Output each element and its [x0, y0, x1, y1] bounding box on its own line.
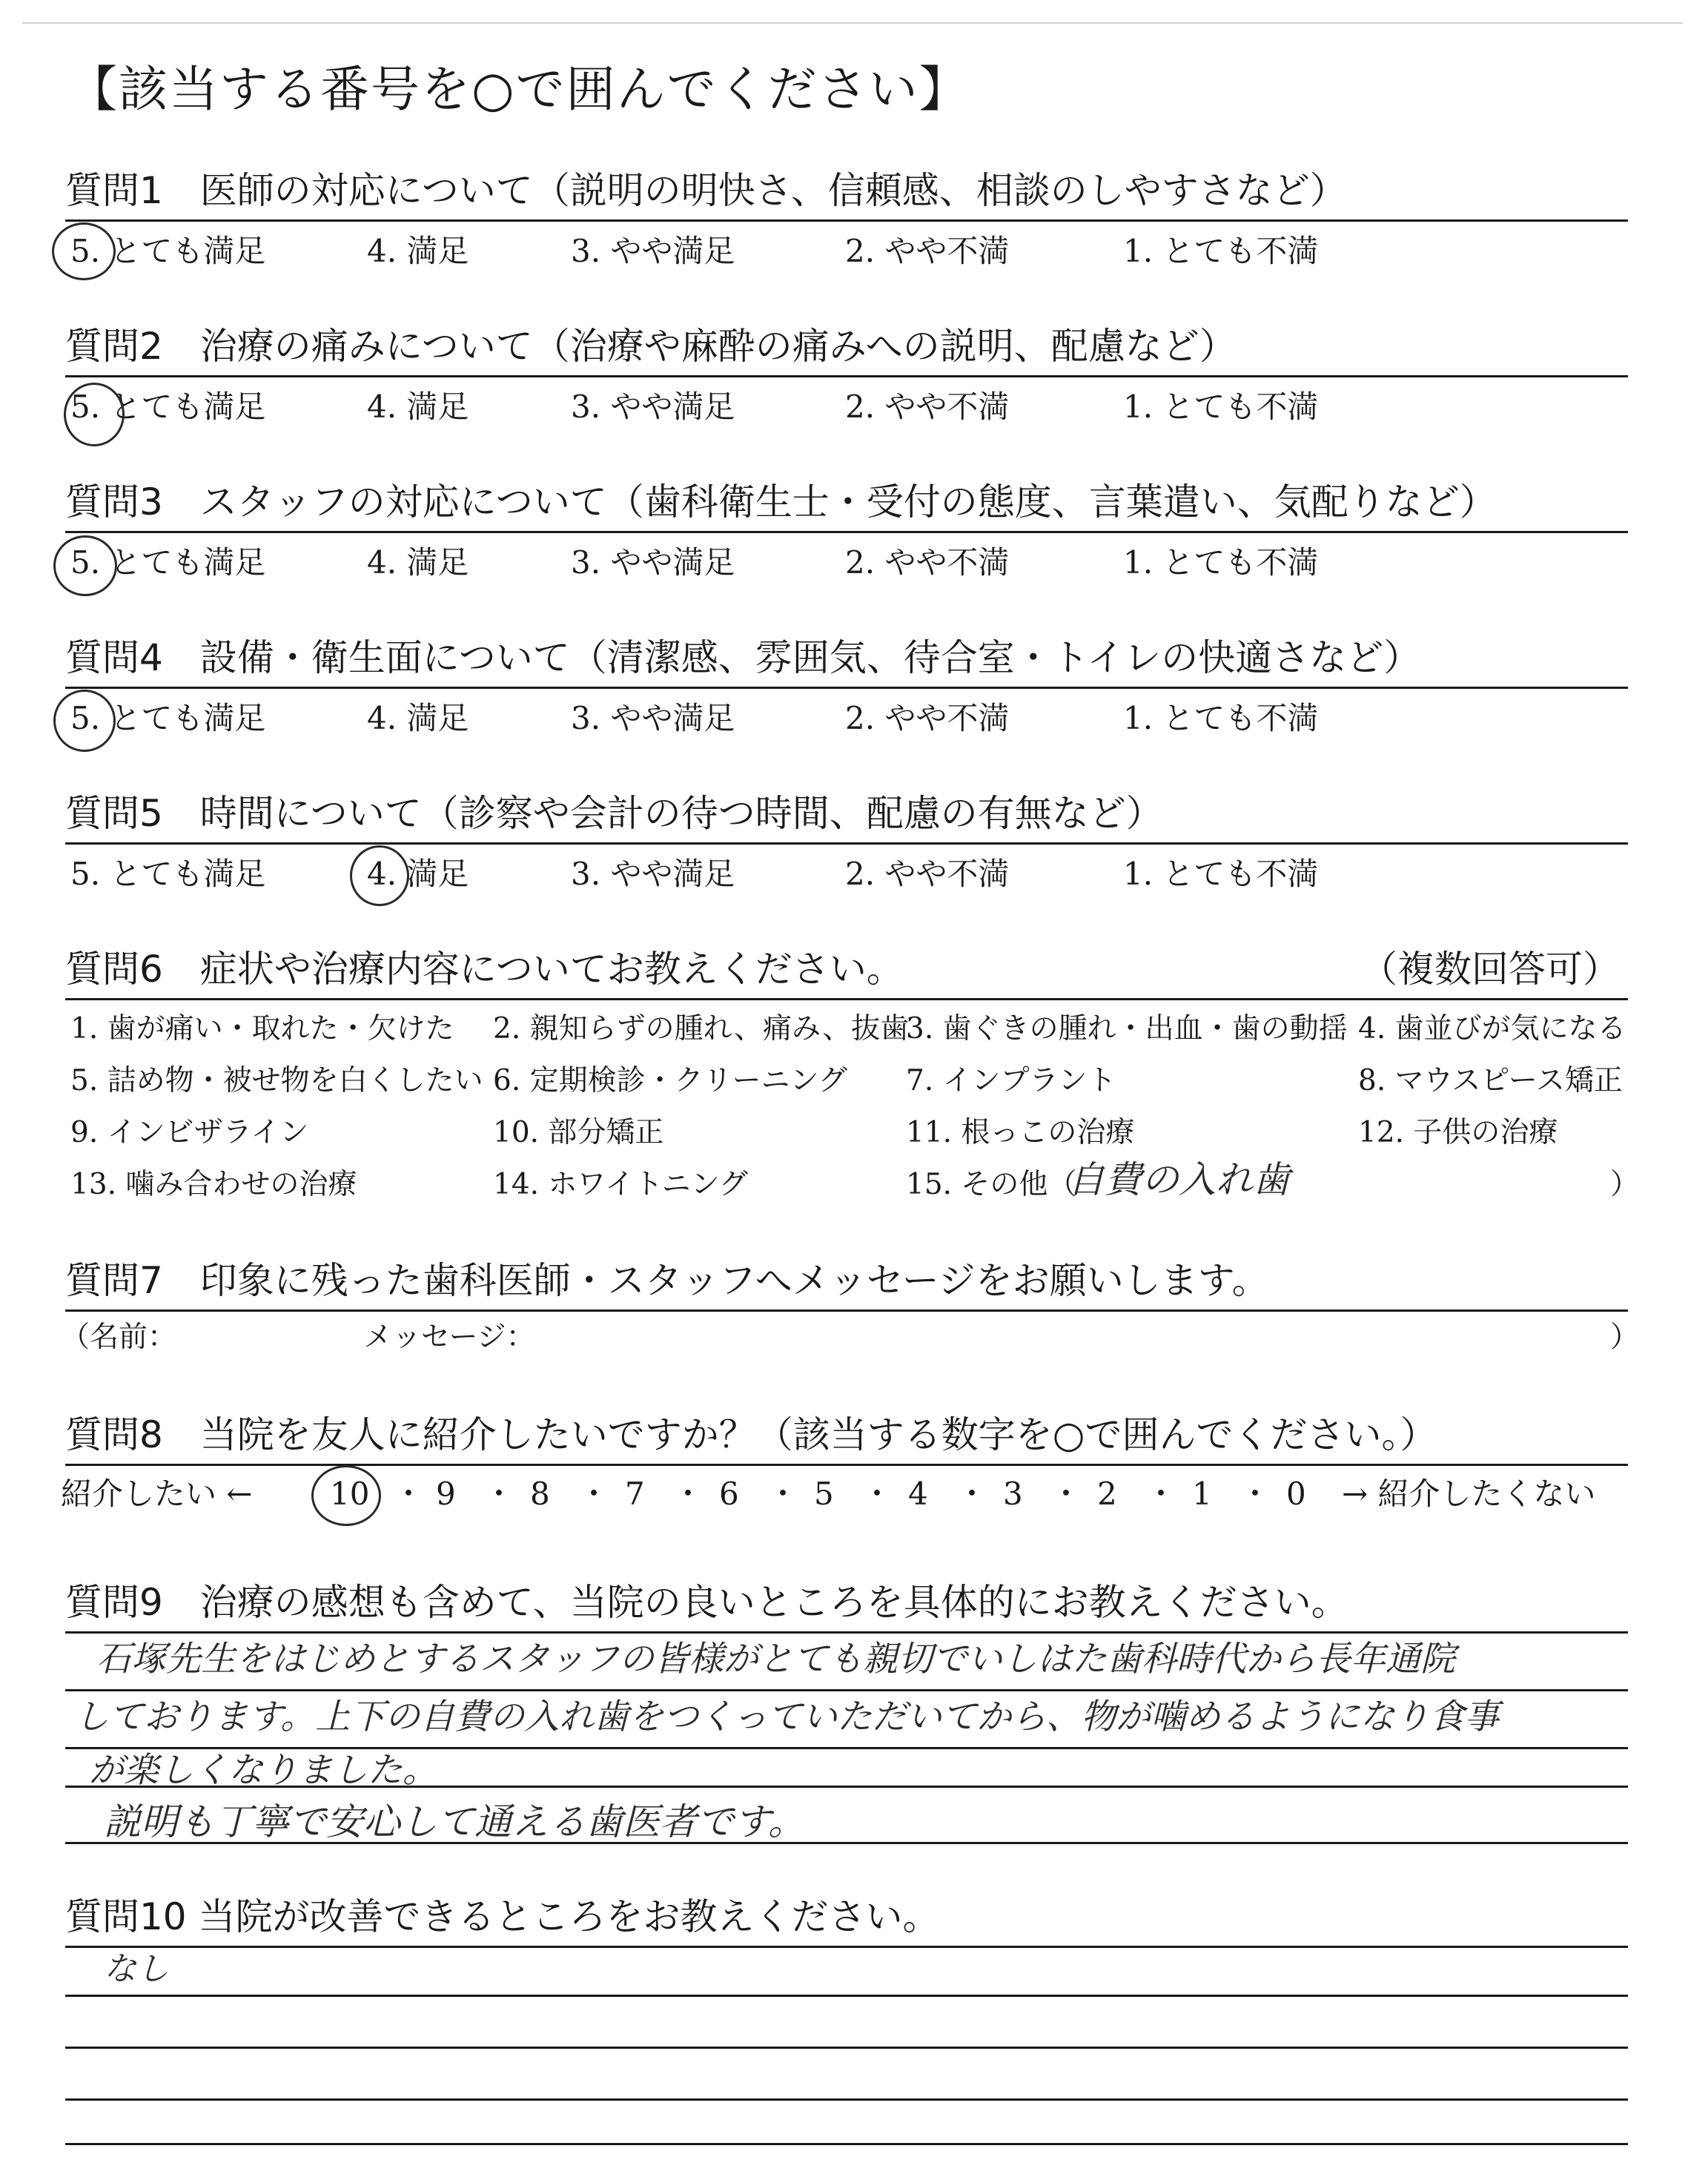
q8-sep: ・: [1050, 1476, 1082, 1512]
question-10-label: 質問10 当院が改善できるところをお教えください。: [65, 1895, 940, 1938]
q8-scale-5[interactable]: 5: [814, 1476, 834, 1512]
q1-option-3[interactable]: 3. やや満足: [571, 233, 735, 269]
q9-line-rule: [65, 1842, 1628, 1844]
question-4-label: 質問4 設備・衛生面について（清潔感、雰囲気、待合室・トイレの快適さなど）: [65, 636, 1421, 679]
q4-option-4[interactable]: 4. 満足: [367, 700, 469, 736]
q5-option-2[interactable]: 2. やや不満: [845, 856, 1010, 892]
q6-item-15[interactable]: 15. その他（: [906, 1168, 1077, 1201]
q8-scale-2[interactable]: 2: [1097, 1476, 1117, 1512]
q6-item-7[interactable]: 7. インプラント: [906, 1064, 1116, 1097]
question-8-rule: [65, 1464, 1628, 1466]
q8-scale-1[interactable]: 1: [1192, 1476, 1212, 1512]
q10-line-rule: [65, 2047, 1628, 2049]
q1-option-2[interactable]: 2. やや不満: [845, 233, 1010, 269]
q2-option-2[interactable]: 2. やや不満: [845, 389, 1010, 425]
q9-line-rule: [65, 1689, 1628, 1691]
q5-option-5[interactable]: 5. とても満足: [70, 856, 266, 892]
question-6-rule: [65, 998, 1628, 1000]
q5-option-1[interactable]: 1. とても不満: [1123, 856, 1319, 892]
q8-sep: ・: [393, 1476, 425, 1512]
q8-sep: ・: [956, 1476, 988, 1512]
q6-item-11[interactable]: 11. 根っこの治療: [906, 1116, 1135, 1149]
q3-selection-circle: [53, 535, 117, 596]
q2-option-5[interactable]: 5. とても満足: [70, 389, 266, 425]
question-7-rule: [65, 1309, 1628, 1312]
q6-item-10[interactable]: 10. 部分矯正: [493, 1116, 664, 1149]
question-2-rule: [65, 375, 1628, 377]
q4-option-3[interactable]: 3. やや満足: [571, 700, 735, 736]
q8-sep: ・: [861, 1476, 893, 1512]
q3-option-1[interactable]: 1. とても不満: [1123, 544, 1319, 581]
question-9-label: 質問9 治療の感想も含めて、当院の良いところを具体的にお教えください。: [65, 1581, 1348, 1624]
question-1-label: 質問1 医師の対応について（説明の明快さ、信頼感、相談のしやすさなど）: [65, 169, 1347, 212]
q9-answer-line-4[interactable]: 説明も丁寧で安心して通える歯医者です。: [104, 1800, 805, 1843]
q8-scale-3[interactable]: 3: [1003, 1476, 1023, 1512]
q5-option-4[interactable]: 4. 満足: [367, 856, 469, 892]
q6-item-4[interactable]: 4. 歯並びが気になる: [1358, 1012, 1626, 1046]
q10-line-rule: [65, 1995, 1628, 1997]
q6-item-6[interactable]: 6. 定期検診・クリーニング: [493, 1064, 847, 1097]
q6-other-answer[interactable]: 自費の入れ歯: [1068, 1158, 1290, 1201]
q1-option-5[interactable]: 5. とても満足: [70, 233, 266, 269]
q10-line-rule: [65, 2143, 1628, 2145]
q8-scale-7[interactable]: 7: [625, 1476, 645, 1512]
q1-selection-circle: [52, 222, 116, 280]
q8-scale-4[interactable]: 4: [908, 1476, 928, 1512]
q5-selection-circle: [350, 845, 409, 906]
q6-item-1[interactable]: 1. 歯が痛い・取れた・欠けた: [70, 1012, 454, 1046]
q10-answer[interactable]: なし: [104, 1950, 169, 1988]
q6-item-3[interactable]: 3. 歯ぐきの腫れ・出血・歯の動揺: [906, 1012, 1348, 1046]
q7-message-label: メッセージ：: [363, 1321, 535, 1354]
q2-option-3[interactable]: 3. やや満足: [571, 389, 735, 425]
q3-option-3[interactable]: 3. やや満足: [571, 544, 735, 581]
q6-close-paren: ）: [1610, 1168, 1640, 1201]
question-6-note: （複数回答可）: [1360, 948, 1620, 991]
q4-option-1[interactable]: 1. とても不満: [1123, 700, 1319, 736]
q6-item-12[interactable]: 12. 子供の治療: [1358, 1116, 1558, 1149]
q3-option-5[interactable]: 5. とても満足: [70, 544, 266, 581]
q8-scale-0[interactable]: 0: [1286, 1476, 1306, 1512]
question-7-label: 質問7 印象に残った歯科医師・スタッフへメッセージをお願いします。: [65, 1259, 1269, 1302]
q2-option-1[interactable]: 1. とても不満: [1123, 389, 1319, 425]
q4-option-2[interactable]: 2. やや不満: [845, 700, 1010, 736]
question-10-rule: [65, 1946, 1628, 1948]
q8-sep: ・: [672, 1476, 704, 1512]
q6-item-14[interactable]: 14. ホワイトニング: [493, 1168, 748, 1201]
q6-item-5[interactable]: 5. 詰め物・被せ物を白くしたい: [70, 1064, 483, 1097]
q4-option-5[interactable]: 5. とても満足: [70, 700, 266, 736]
question-9-rule: [65, 1631, 1628, 1634]
q9-answer-line-3[interactable]: が楽しくなりました。: [89, 1750, 437, 1791]
q1-option-4[interactable]: 4. 満足: [367, 233, 469, 269]
question-3-rule: [65, 531, 1628, 533]
question-6-label: 質問6 症状や治療内容についてお教えください。: [65, 948, 904, 991]
q7-name-label: （名前：: [61, 1321, 177, 1354]
q3-option-2[interactable]: 2. やや不満: [845, 544, 1010, 581]
q8-sep: ・: [1145, 1476, 1177, 1512]
page-top-edge: [22, 22, 1683, 24]
q3-option-4[interactable]: 4. 満足: [367, 544, 469, 581]
question-5-rule: [65, 842, 1628, 845]
q7-close-paren: ）: [1610, 1321, 1640, 1354]
q8-scale-6[interactable]: 6: [719, 1476, 739, 1512]
question-3-label: 質問3 スタッフの対応について（歯科衛生士・受付の態度、言葉遣い、気配りなど）: [65, 480, 1497, 524]
q5-option-3[interactable]: 3. やや満足: [571, 856, 735, 892]
q9-answer-line-2[interactable]: しております。上下の自費の入れ歯をつくっていただいてから、物が噛めるようになり食事: [74, 1697, 1500, 1737]
q8-sep: ・: [483, 1476, 515, 1512]
q9-answer-line-1[interactable]: 石塚先生をはじめとするスタッフの皆様がとても親切でいしはた歯科時代から長年通院: [96, 1639, 1455, 1680]
page-title: 【該当する番号を○で囲んでください】: [68, 61, 970, 118]
question-5-label: 質問5 時間について（診察や会計の待つ時間、配慮の有無など）: [65, 792, 1163, 835]
q8-sep: ・: [578, 1476, 610, 1512]
q8-scale-9[interactable]: 9: [436, 1476, 456, 1512]
q9-line-rule: [65, 1747, 1628, 1749]
question-8-label: 質問8 当院を友人に紹介したいですか？（該当する数字を○で囲んでください。）: [65, 1413, 1437, 1456]
question-2-label: 質問2 治療の痛みについて（治療や麻酔の痛みへの説明、配慮など）: [65, 325, 1237, 368]
q2-selection-circle: [64, 383, 125, 446]
q6-item-9[interactable]: 9. インビザライン: [70, 1116, 309, 1149]
q8-scale-8[interactable]: 8: [530, 1476, 550, 1512]
q6-item-13[interactable]: 13. 噛み合わせの治療: [70, 1168, 357, 1201]
q8-left-label: 紹介したい ←: [61, 1476, 253, 1512]
q9-line-rule: [65, 1786, 1628, 1788]
q6-item-8[interactable]: 8. マウスピース矯正: [1358, 1064, 1623, 1097]
q6-item-2[interactable]: 2. 親知らずの腫れ、痛み、抜歯: [493, 1012, 910, 1046]
q4-selection-circle: [53, 690, 116, 752]
q10-line-rule: [65, 2098, 1628, 2101]
question-1-rule: [65, 219, 1628, 222]
question-4-rule: [65, 687, 1628, 689]
q1-option-1[interactable]: 1. とても不満: [1123, 233, 1319, 269]
q8-sep: ・: [767, 1476, 799, 1512]
q2-option-4[interactable]: 4. 満足: [367, 389, 469, 425]
q8-selection-circle: [311, 1465, 381, 1526]
q8-scale-10[interactable]: 10: [330, 1476, 370, 1512]
q8-right-label: → 紹介したくない: [1342, 1476, 1596, 1512]
q8-sep: ・: [1239, 1476, 1271, 1512]
